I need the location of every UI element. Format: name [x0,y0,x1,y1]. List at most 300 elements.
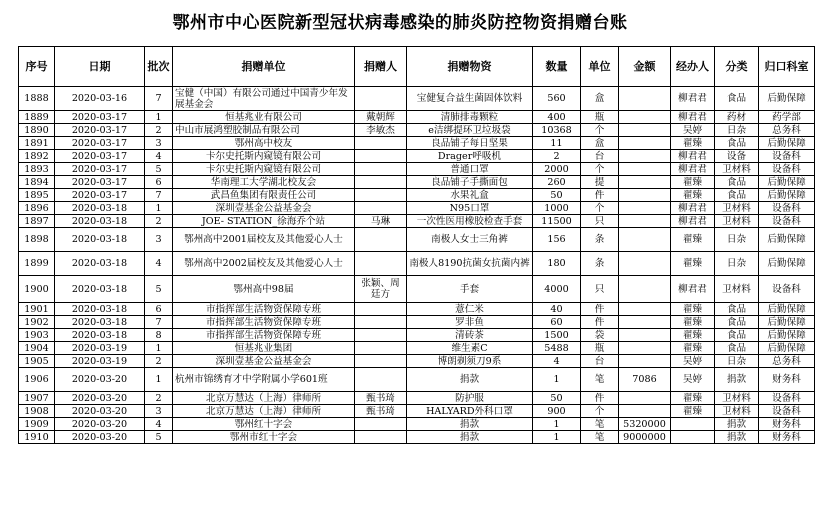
cell-donor-unit: 市指挥部生活物资保障专班 [173,329,355,342]
table-row [19,150,815,163]
cell-date: 2020-03-17 [55,124,145,137]
cell-dept: 财务科 [759,368,815,392]
cell-dept: 设备科 [759,276,815,303]
cell-no: 1904 [19,342,55,355]
cell-no: 1899 [19,252,55,276]
cell-handler: 吴婷 [671,124,715,137]
cell-qty: 156 [533,228,581,252]
table-row [19,431,815,444]
cell-no: 1908 [19,405,55,418]
cell-unit: 个 [581,163,619,176]
cell-handler: 翟臻 [671,392,715,405]
cell-category: 卫材料 [715,276,759,303]
cell-unit: 盒 [581,87,619,111]
cell-unit: 只 [581,215,619,228]
cell-donor [355,355,407,368]
cell-unit: 瓶 [581,342,619,355]
cell-donor-unit: 恒基兆业集团 [173,342,355,355]
cell-donor-unit: 鄂州高中2002届校友及其他爱心人士 [173,252,355,276]
cell-unit: 个 [581,202,619,215]
cell-donor-unit: 华南理工大学湖北校友会 [173,176,355,189]
cell-batch: 4 [145,252,173,276]
cell-date: 2020-03-17 [55,189,145,202]
cell-handler: 柳君君 [671,215,715,228]
cell-dept: 后勤保障 [759,176,815,189]
cell-donor: 戴朝辉 [355,111,407,124]
cell-date: 2020-03-20 [55,392,145,405]
cell-donor-unit: 鄂州高中2001届校友及其他爱心人士 [173,228,355,252]
cell-qty: 11 [533,137,581,150]
cell-qty: 1 [533,418,581,431]
cell-handler: 柳君君 [671,87,715,111]
cell-donor-unit: 杭州市锦绣育才中学附属小学601班 [173,368,355,392]
cell-category: 食品 [715,342,759,355]
cell-unit: 提 [581,176,619,189]
table-row [19,87,815,111]
cell-item: 南极人女士三角裤 [407,228,533,252]
cell-donor-unit: JOE- STATION_徐海乔个站 [173,215,355,228]
cell-batch: 3 [145,405,173,418]
table-row [19,276,815,303]
cell-dept: 设备科 [759,392,815,405]
cell-dept: 后勤保障 [759,303,815,316]
cell-qty: 4000 [533,276,581,303]
cell-batch: 7 [145,189,173,202]
cell-unit: 个 [581,124,619,137]
header-row [19,47,815,87]
cell-item: 一次性医用橡胶检查手套 [407,215,533,228]
table-row [19,418,815,431]
cell-amount: 7086 [619,368,671,392]
cell-handler: 柳君君 [671,163,715,176]
cell-unit: 笔 [581,418,619,431]
cell-handler: 翟臻 [671,176,715,189]
table-row [19,405,815,418]
cell-no: 1903 [19,329,55,342]
cell-category: 卫材料 [715,202,759,215]
cell-no: 1910 [19,431,55,444]
cell-item: 博朗剃须刀9系 [407,355,533,368]
cell-date: 2020-03-18 [55,252,145,276]
cell-dept: 后勤保障 [759,252,815,276]
cell-batch: 6 [145,176,173,189]
cell-amount [619,202,671,215]
cell-amount [619,124,671,137]
cell-batch: 1 [145,368,173,392]
cell-donor [355,228,407,252]
cell-handler: 翟臻 [671,329,715,342]
cell-qty: 50 [533,189,581,202]
cell-qty: 1500 [533,329,581,342]
cell-batch: 2 [145,355,173,368]
cell-qty: 10368 [533,124,581,137]
cell-item: 捐款 [407,418,533,431]
cell-no: 1906 [19,368,55,392]
cell-no: 1889 [19,111,55,124]
cell-donor-unit: 鄂州高中98届 [173,276,355,303]
cell-donor [355,163,407,176]
cell-qty: 1 [533,431,581,444]
cell-unit: 笔 [581,431,619,444]
cell-dept: 后勤保障 [759,189,815,202]
cell-item: 捐款 [407,431,533,444]
cell-batch: 7 [145,87,173,111]
cell-amount [619,163,671,176]
cell-handler: 柳君君 [671,202,715,215]
cell-donor: 马琳 [355,215,407,228]
cell-amount [619,111,671,124]
column-header-donor: 捐赠人 [355,47,407,87]
table-row [19,355,815,368]
cell-date: 2020-03-20 [55,418,145,431]
cell-no: 1891 [19,137,55,150]
table-row [19,215,815,228]
cell-batch: 5 [145,276,173,303]
cell-batch: 2 [145,124,173,137]
cell-amount: 5320000 [619,418,671,431]
cell-handler: 翟臻 [671,189,715,202]
cell-no: 1902 [19,316,55,329]
cell-no: 1901 [19,303,55,316]
cell-qty: 5488 [533,342,581,355]
column-header-dept: 归口科室 [759,47,815,87]
cell-handler: 柳君君 [671,111,715,124]
cell-item: 良品铺子每日坚果 [407,137,533,150]
cell-qty: 60 [533,316,581,329]
table-row [19,176,815,189]
cell-batch: 3 [145,228,173,252]
cell-dept: 后勤保障 [759,316,815,329]
cell-dept: 后勤保障 [759,228,815,252]
cell-handler [671,431,715,444]
cell-category: 卫材料 [715,163,759,176]
cell-amount [619,316,671,329]
cell-unit: 台 [581,150,619,163]
table-row [19,124,815,137]
cell-date: 2020-03-17 [55,137,145,150]
cell-category: 卫材料 [715,405,759,418]
cell-donor-unit: 鄂州市红十字会 [173,431,355,444]
cell-item: 手套 [407,276,533,303]
cell-batch: 8 [145,329,173,342]
cell-item: 薏仁米 [407,303,533,316]
cell-qty: 260 [533,176,581,189]
cell-amount: 9000000 [619,431,671,444]
cell-qty: 400 [533,111,581,124]
cell-dept: 设备科 [759,405,815,418]
cell-date: 2020-03-19 [55,355,145,368]
cell-no: 1888 [19,87,55,111]
cell-donor: 张颖、周廷方 [355,276,407,303]
cell-category: 日杂 [715,124,759,137]
cell-qty: 1 [533,368,581,392]
table-row [19,316,815,329]
cell-unit: 笔 [581,368,619,392]
cell-donor [355,202,407,215]
cell-amount [619,342,671,355]
ledger-body [19,87,815,444]
cell-category: 食品 [715,87,759,111]
cell-donor [355,137,407,150]
cell-item: 清砖茶 [407,329,533,342]
cell-category: 药材 [715,111,759,124]
cell-donor: 甄书琦 [355,392,407,405]
table-row [19,111,815,124]
cell-handler: 翟臻 [671,342,715,355]
cell-donor-unit: 卡尔史托斯内窥镜有限公司 [173,163,355,176]
column-header-unit: 单位 [581,47,619,87]
cell-donor [355,329,407,342]
cell-handler: 柳君君 [671,150,715,163]
cell-unit: 个 [581,405,619,418]
cell-dept: 总务科 [759,355,815,368]
cell-amount [619,405,671,418]
cell-donor-unit: 卡尔史托斯内窥镜有限公司 [173,150,355,163]
cell-no: 1898 [19,228,55,252]
cell-no: 1907 [19,392,55,405]
cell-unit: 条 [581,228,619,252]
cell-unit: 件 [581,303,619,316]
cell-qty: 2000 [533,163,581,176]
cell-donor-unit: 北京万慧达（上海）律师所 [173,405,355,418]
cell-dept: 后勤保障 [759,342,815,355]
table-row [19,228,815,252]
cell-amount [619,176,671,189]
cell-batch: 2 [145,392,173,405]
cell-qty: 1000 [533,202,581,215]
cell-category: 食品 [715,329,759,342]
cell-batch: 1 [145,111,173,124]
cell-donor-unit: 深圳壹基金公益基金会 [173,355,355,368]
cell-donor-unit: 中山市展鸿塑胶制品有限公司 [173,124,355,137]
cell-dept: 财务科 [759,431,815,444]
column-header-donor-unit: 捐赠单位 [173,47,355,87]
cell-amount [619,303,671,316]
cell-batch: 1 [145,202,173,215]
cell-no: 1900 [19,276,55,303]
cell-category: 食品 [715,176,759,189]
cell-date: 2020-03-18 [55,202,145,215]
table-row [19,368,815,392]
table-row [19,329,815,342]
cell-handler: 翟臻 [671,137,715,150]
cell-item: Drager呼吸机 [407,150,533,163]
cell-category: 卫材料 [715,392,759,405]
cell-dept: 财务科 [759,418,815,431]
cell-item: 良品铺子手撕面包 [407,176,533,189]
cell-handler: 翟臻 [671,316,715,329]
cell-item: 清肺排毒颗粒 [407,111,533,124]
cell-donor [355,189,407,202]
cell-item: 普通口罩 [407,163,533,176]
cell-unit: 袋 [581,329,619,342]
cell-batch: 5 [145,431,173,444]
cell-donor [355,150,407,163]
cell-handler: 吴婷 [671,355,715,368]
cell-dept: 总务科 [759,124,815,137]
cell-donor-unit: 武昌鱼集团有限责任公司 [173,189,355,202]
cell-date: 2020-03-18 [55,228,145,252]
cell-amount [619,392,671,405]
cell-dept: 设备科 [759,163,815,176]
cell-amount [619,137,671,150]
cell-item: 防护服 [407,392,533,405]
cell-unit: 件 [581,189,619,202]
cell-no: 1890 [19,124,55,137]
table-row [19,392,815,405]
cell-item: 捐款 [407,368,533,392]
cell-donor [355,368,407,392]
cell-category: 食品 [715,137,759,150]
cell-category: 捐款 [715,368,759,392]
cell-category: 日杂 [715,355,759,368]
cell-no: 1897 [19,215,55,228]
column-header-category: 分类 [715,47,759,87]
cell-date: 2020-03-18 [55,215,145,228]
table-row [19,202,815,215]
cell-item: e洁绑提环卫垃圾袋 [407,124,533,137]
cell-donor-unit: 市指挥部生活物资保障专班 [173,303,355,316]
cell-dept: 后勤保障 [759,329,815,342]
cell-dept: 设备科 [759,150,815,163]
cell-qty: 900 [533,405,581,418]
cell-donor-unit: 宝健（中国）有限公司通过中国青少年发展基金会 [173,87,355,111]
cell-batch: 7 [145,316,173,329]
cell-handler: 翟臻 [671,303,715,316]
cell-item: HALYARD外科口罩 [407,405,533,418]
cell-unit: 件 [581,392,619,405]
column-header-amount: 金额 [619,47,671,87]
cell-qty: 180 [533,252,581,276]
table-row [19,252,815,276]
cell-date: 2020-03-18 [55,316,145,329]
cell-dept: 设备科 [759,215,815,228]
cell-donor [355,316,407,329]
cell-no: 1895 [19,189,55,202]
cell-batch: 5 [145,163,173,176]
cell-handler: 翟臻 [671,228,715,252]
cell-batch: 6 [145,303,173,316]
table-row [19,189,815,202]
table-row [19,303,815,316]
cell-dept: 药学部 [759,111,815,124]
cell-amount [619,355,671,368]
cell-qty: 11500 [533,215,581,228]
cell-date: 2020-03-20 [55,405,145,418]
cell-category: 捐款 [715,431,759,444]
cell-donor: 甄书琦 [355,405,407,418]
cell-amount [619,87,671,111]
cell-amount [619,228,671,252]
cell-batch: 4 [145,150,173,163]
cell-qty: 2 [533,150,581,163]
cell-date: 2020-03-18 [55,329,145,342]
cell-handler: 翟臻 [671,252,715,276]
cell-unit: 条 [581,252,619,276]
cell-no: 1893 [19,163,55,176]
cell-handler: 翟臻 [671,405,715,418]
cell-no: 1892 [19,150,55,163]
cell-category: 食品 [715,303,759,316]
cell-amount [619,329,671,342]
cell-donor-unit: 市指挥部生活物资保障专班 [173,316,355,329]
donation-ledger-table [18,46,815,444]
cell-item: 水果礼盒 [407,189,533,202]
table-row [19,163,815,176]
cell-batch: 4 [145,418,173,431]
table-row [19,137,815,150]
column-header-handler: 经办人 [671,47,715,87]
cell-handler: 柳君君 [671,276,715,303]
cell-category: 卫材料 [715,215,759,228]
cell-date: 2020-03-16 [55,87,145,111]
cell-qty: 50 [533,392,581,405]
cell-item: 南极人8190抗菌女抗菌内裤 [407,252,533,276]
page-title: 鄂州市中心医院新型冠状病毒感染的肺炎防控物资捐赠台账 [172,13,628,33]
cell-donor-unit: 恒基兆业有限公司 [173,111,355,124]
cell-handler: 吴婷 [671,368,715,392]
cell-unit: 盒 [581,137,619,150]
cell-dept: 后勤保障 [759,137,815,150]
cell-date: 2020-03-17 [55,163,145,176]
column-header-qty: 数量 [533,47,581,87]
cell-amount [619,189,671,202]
cell-batch: 3 [145,137,173,150]
cell-date: 2020-03-20 [55,368,145,392]
cell-item: 罗非鱼 [407,316,533,329]
cell-unit: 件 [581,316,619,329]
cell-category: 日杂 [715,228,759,252]
cell-category: 捐款 [715,418,759,431]
cell-unit: 只 [581,276,619,303]
column-header-item: 捐赠物资 [407,47,533,87]
cell-date: 2020-03-17 [55,150,145,163]
cell-date: 2020-03-18 [55,276,145,303]
cell-amount [619,215,671,228]
cell-donor [355,176,407,189]
cell-dept: 设备科 [759,202,815,215]
cell-date: 2020-03-17 [55,111,145,124]
column-header-date: 日期 [55,47,145,87]
cell-no: 1909 [19,418,55,431]
cell-qty: 560 [533,87,581,111]
cell-category: 食品 [715,316,759,329]
cell-date: 2020-03-20 [55,431,145,444]
cell-donor [355,303,407,316]
cell-no: 1894 [19,176,55,189]
cell-donor [355,342,407,355]
cell-item: 宝健复合益生菌固体饮料 [407,87,533,111]
cell-donor-unit: 北京万慧达（上海）律师所 [173,392,355,405]
cell-donor-unit: 深圳壹基金公益基金会 [173,202,355,215]
cell-donor [355,418,407,431]
table-row [19,342,815,355]
cell-date: 2020-03-18 [55,303,145,316]
column-header-batch: 批次 [145,47,173,87]
cell-unit: 瓶 [581,111,619,124]
cell-date: 2020-03-17 [55,176,145,189]
cell-amount [619,276,671,303]
cell-donor [355,431,407,444]
cell-donor-unit: 鄂州高中校友 [173,137,355,150]
cell-date: 2020-03-19 [55,342,145,355]
cell-batch: 2 [145,215,173,228]
cell-donor [355,87,407,111]
cell-qty: 40 [533,303,581,316]
cell-qty: 4 [533,355,581,368]
cell-handler [671,418,715,431]
cell-unit: 台 [581,355,619,368]
